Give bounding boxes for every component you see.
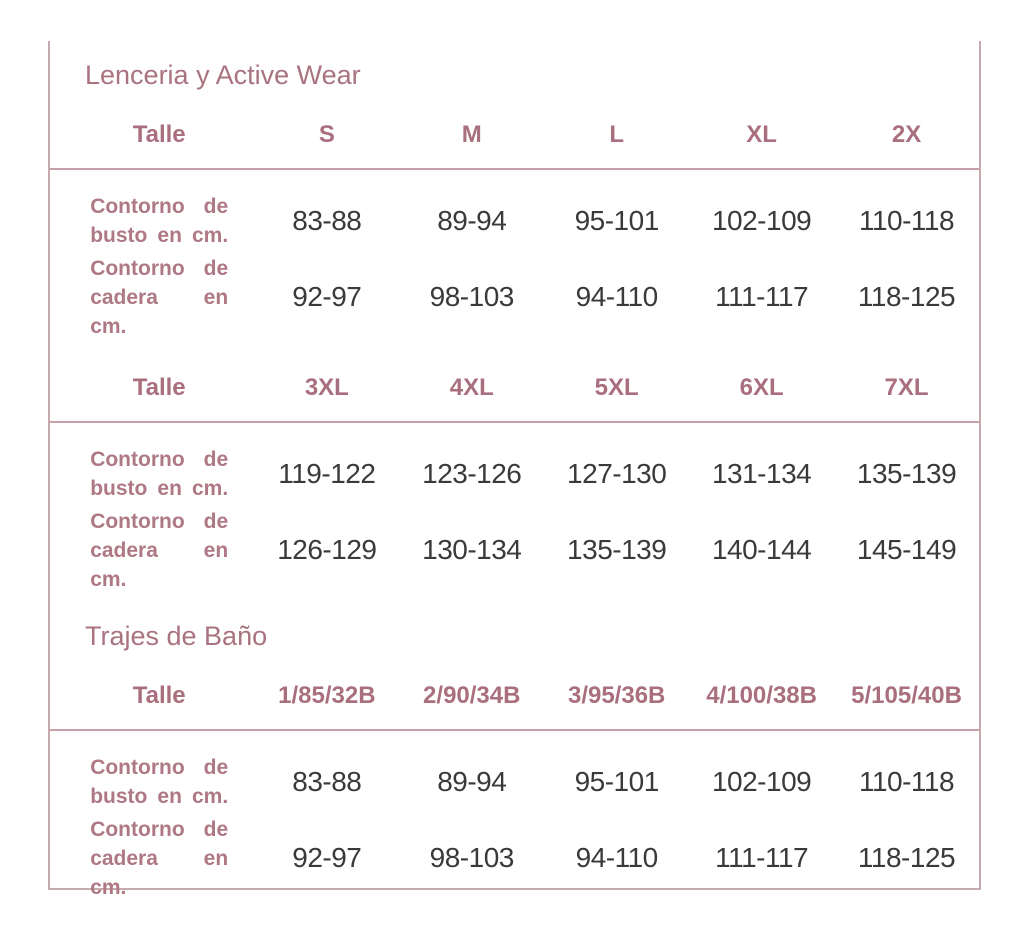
table-row-cadera — [50, 817, 979, 899]
size-value-cell: 98-103 — [429, 281, 514, 312]
header-cell-size: 2X — [891, 121, 922, 148]
size-header-row — [50, 680, 979, 711]
header-cell-size: 3/95/36B — [567, 682, 666, 709]
header-cell-size: 4/100/38B — [706, 682, 817, 709]
size-value-cell: 83-88 — [292, 766, 362, 797]
size-value-cell: 130-134 — [422, 534, 522, 565]
size-value-cell: 110-118 — [858, 205, 955, 236]
row-label — [90, 445, 228, 503]
row-label — [90, 192, 228, 250]
size-chart-panel — [48, 41, 981, 899]
header-cell-size: S — [318, 121, 335, 148]
size-value-cell: 98-103 — [429, 842, 514, 873]
header-cell-size: 2/90/34B — [423, 682, 521, 709]
table-row-busto — [50, 191, 979, 251]
header-cell-size: M — [461, 121, 482, 148]
table-row-busto — [50, 752, 979, 812]
size-value-cell: 102-109 — [711, 766, 812, 797]
header-cell-size: 3XL — [304, 374, 349, 401]
row-label-line: busto en cm. — [90, 477, 229, 500]
size-value-cell: 94-110 — [575, 281, 658, 312]
row-label-line: Contorno de — [90, 256, 229, 280]
section-title-trajes: Trajes de Baño — [85, 621, 268, 651]
row-label-cell — [50, 192, 254, 250]
row-label-cell — [50, 445, 254, 503]
size-value-cell: 89-94 — [437, 205, 507, 236]
header-cell-size: XL — [746, 121, 777, 148]
header-cell-size: 4XL — [449, 374, 494, 401]
size-value-cell: 119-122 — [278, 458, 376, 489]
row-label — [90, 254, 228, 341]
row-label-line: Contorno de — [90, 195, 229, 218]
size-value-cell: 83-88 — [292, 205, 362, 236]
header-cell-size: 7XL — [884, 374, 929, 401]
row-label-line: Contorno de — [90, 509, 229, 533]
header-divider — [50, 421, 979, 423]
row-label-line: cadera en cm. — [90, 538, 229, 591]
size-value-cell: 140-144 — [711, 534, 812, 565]
row-label-line: cadera en cm. — [90, 285, 229, 338]
header-cell-size: L — [609, 121, 625, 148]
size-value-cell: 111-117 — [715, 842, 809, 873]
row-label-line: busto en cm. — [90, 785, 229, 808]
header-cell-talle: Talle — [132, 682, 186, 709]
row-label-cell — [50, 254, 254, 341]
header-cell-size: 1/85/32B — [278, 682, 376, 709]
row-label — [90, 815, 228, 902]
size-value-cell: 127-130 — [567, 458, 667, 489]
size-value-cell: 118-125 — [857, 281, 956, 312]
size-value-cell: 102-109 — [711, 205, 812, 236]
table-row-cadera — [50, 256, 979, 338]
header-divider — [50, 729, 979, 731]
table-row-busto — [50, 444, 979, 504]
size-value-cell: 89-94 — [437, 766, 507, 797]
row-label — [90, 753, 228, 811]
size-value-cell: 135-139 — [567, 534, 667, 565]
size-value-cell: 95-101 — [574, 766, 659, 797]
size-value-cell: 92-97 — [292, 281, 362, 312]
row-label-cell — [50, 753, 254, 811]
size-value-cell: 118-125 — [857, 842, 956, 873]
size-value-cell: 94-110 — [575, 842, 658, 873]
size-value-cell: 110-118 — [858, 766, 955, 797]
row-label-line: busto en cm. — [90, 224, 229, 247]
row-label-line: Contorno de — [90, 756, 229, 779]
header-cell-size: 5XL — [594, 374, 639, 401]
row-label-line: Contorno de — [90, 448, 229, 471]
row-label-cell — [50, 815, 254, 902]
size-header-row — [50, 119, 979, 150]
row-label-line: Contorno de — [90, 817, 229, 841]
row-label-cell — [50, 507, 254, 594]
size-value-cell: 126-129 — [277, 534, 377, 565]
header-cell-talle: Talle — [132, 374, 186, 401]
size-value-cell: 123-126 — [422, 458, 522, 489]
row-label — [90, 507, 228, 594]
header-cell-size: 6XL — [739, 374, 784, 401]
size-header-row — [50, 372, 979, 403]
size-value-cell: 92-97 — [292, 842, 362, 873]
size-value-cell: 145-149 — [856, 534, 957, 565]
size-value-cell: 131-134 — [711, 458, 812, 489]
size-value-cell: 135-139 — [856, 458, 957, 489]
section-title-lenceria: Lenceria y Active Wear — [85, 60, 361, 90]
table-row-cadera — [50, 509, 979, 591]
header-cell-size: 5/105/40B — [851, 682, 962, 709]
header-divider — [50, 168, 979, 170]
row-label-line: cadera en cm. — [90, 846, 229, 899]
size-value-cell: 111-117 — [715, 281, 809, 312]
size-value-cell: 95-101 — [574, 205, 659, 236]
header-cell-talle: Talle — [132, 121, 186, 148]
